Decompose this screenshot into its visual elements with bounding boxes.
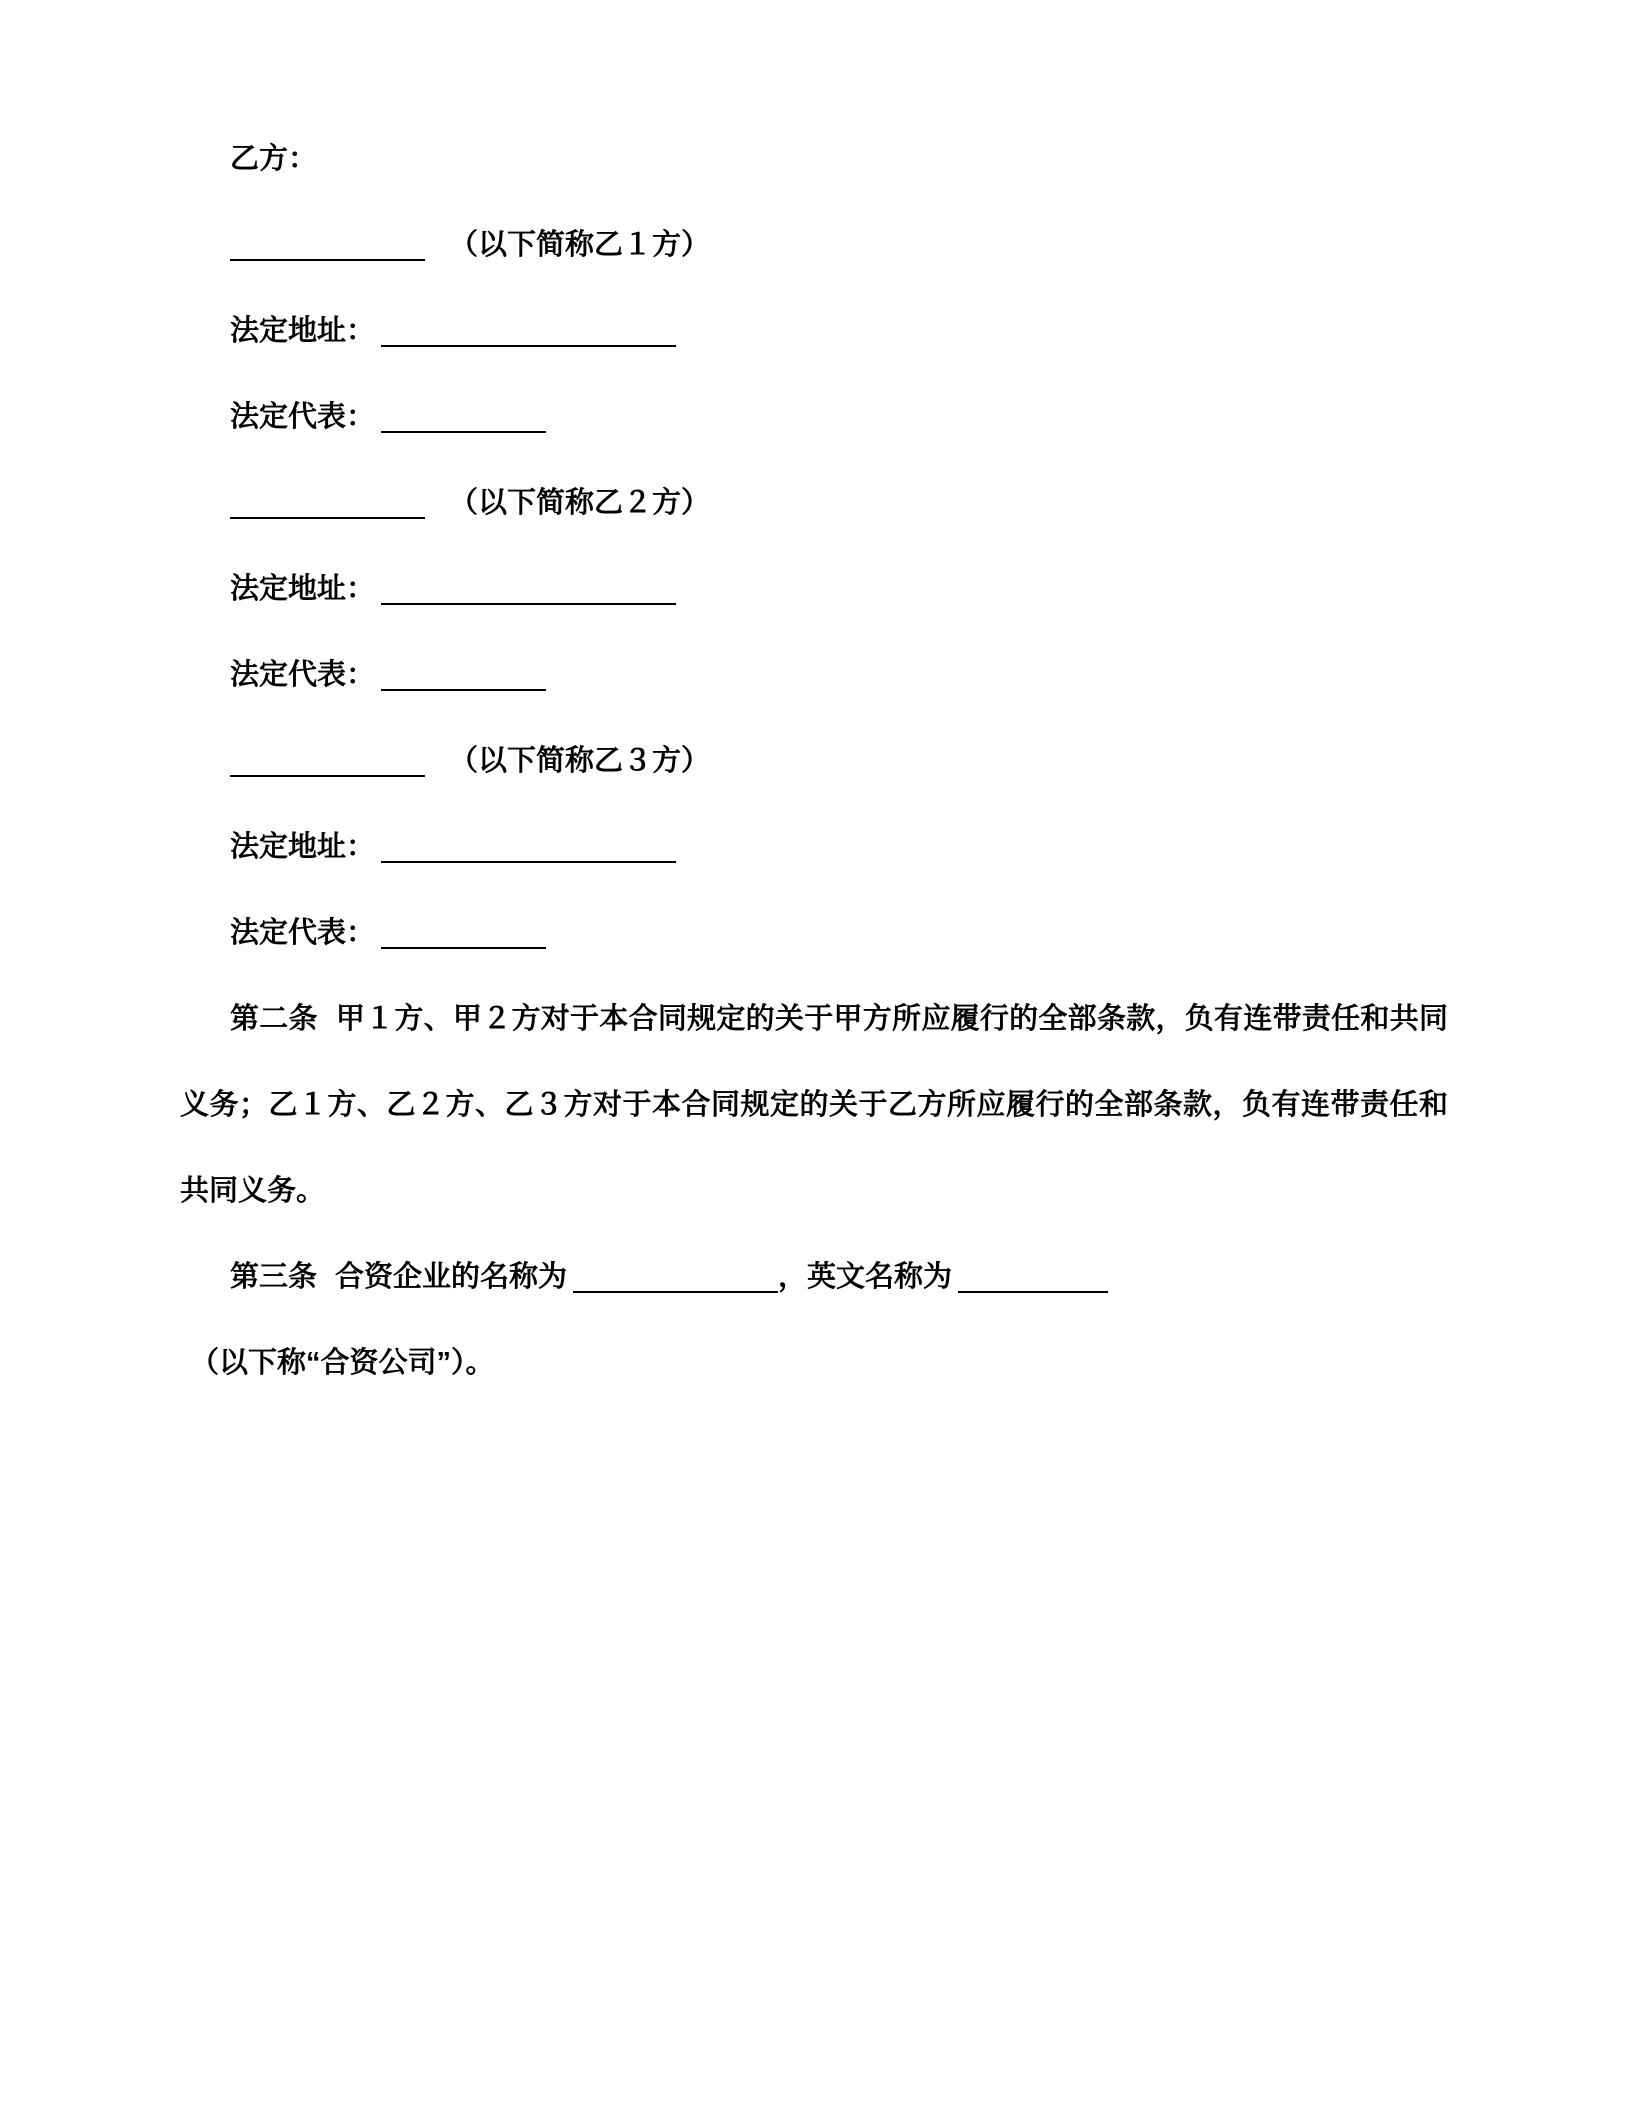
legal-rep-blank-field xyxy=(381,661,546,691)
article-2-paragraph xyxy=(180,976,1448,1234)
legal-address-blank-field xyxy=(381,575,676,605)
party-b2-name-line xyxy=(180,460,1448,546)
legal-address-label: 法定地址： xyxy=(230,831,376,863)
english-name-blank-field xyxy=(958,1263,1108,1293)
legal-rep-label: 法定代表： xyxy=(230,917,376,949)
article-3-text-part2: ，英文名称为 xyxy=(778,1261,953,1293)
party-b1-name-line xyxy=(180,202,1448,288)
legal-rep-blank-field xyxy=(381,403,546,433)
party-b3-legal-rep-line xyxy=(180,890,1448,976)
legal-rep-label: 法定代表： xyxy=(230,659,376,691)
company-name-blank-field xyxy=(573,1263,778,1293)
legal-rep-blank-field xyxy=(381,919,546,949)
joint-company-alias-label: （以下称“合资公司”）。 xyxy=(190,1347,495,1379)
party-b-label: 乙方： xyxy=(230,143,318,175)
article-3-text-part1: 合资企业的名称为 xyxy=(335,1261,568,1293)
legal-address-label: 法定地址： xyxy=(230,315,376,347)
legal-address-blank-field xyxy=(381,317,676,347)
party-b3-name-line xyxy=(180,718,1448,804)
legal-rep-label: 法定代表： xyxy=(230,401,376,433)
article-3-number: 第三条 xyxy=(230,1261,318,1293)
party-b2-legal-rep-line xyxy=(180,632,1448,718)
party-b1-legal-rep-line xyxy=(180,374,1448,460)
party-b2-legal-address-line xyxy=(180,546,1448,632)
article-3-tail-line xyxy=(180,1320,1448,1406)
legal-address-blank-field xyxy=(381,833,676,863)
party-b2-alias-label: （以下简称乙２方） xyxy=(449,487,711,519)
article-2-number: 第二条 xyxy=(230,1003,318,1035)
party-b-heading xyxy=(180,116,1448,202)
article-3-line xyxy=(180,1234,1448,1320)
party-b3-name-blank-field xyxy=(230,747,425,777)
party-b1-name-blank-field xyxy=(230,231,425,261)
party-b3-legal-address-line xyxy=(180,804,1448,890)
party-b2-name-blank-field xyxy=(230,489,425,519)
article-2-text: 甲１方、甲２方对于本合同规定的关于甲方所应履行的全部条款，负有连带责任和共同义务；乙１方、乙２方、乙３方对于本合同规定的关于乙方所应履行的全部条款，负有连带责任和共同义务。 xyxy=(180,1003,1448,1207)
party-b1-legal-address-line xyxy=(180,288,1448,374)
party-b1-alias-label: （以下简称乙１方） xyxy=(449,229,711,261)
legal-address-label: 法定地址： xyxy=(230,573,376,605)
party-b3-alias-label: （以下简称乙３方） xyxy=(449,745,711,777)
